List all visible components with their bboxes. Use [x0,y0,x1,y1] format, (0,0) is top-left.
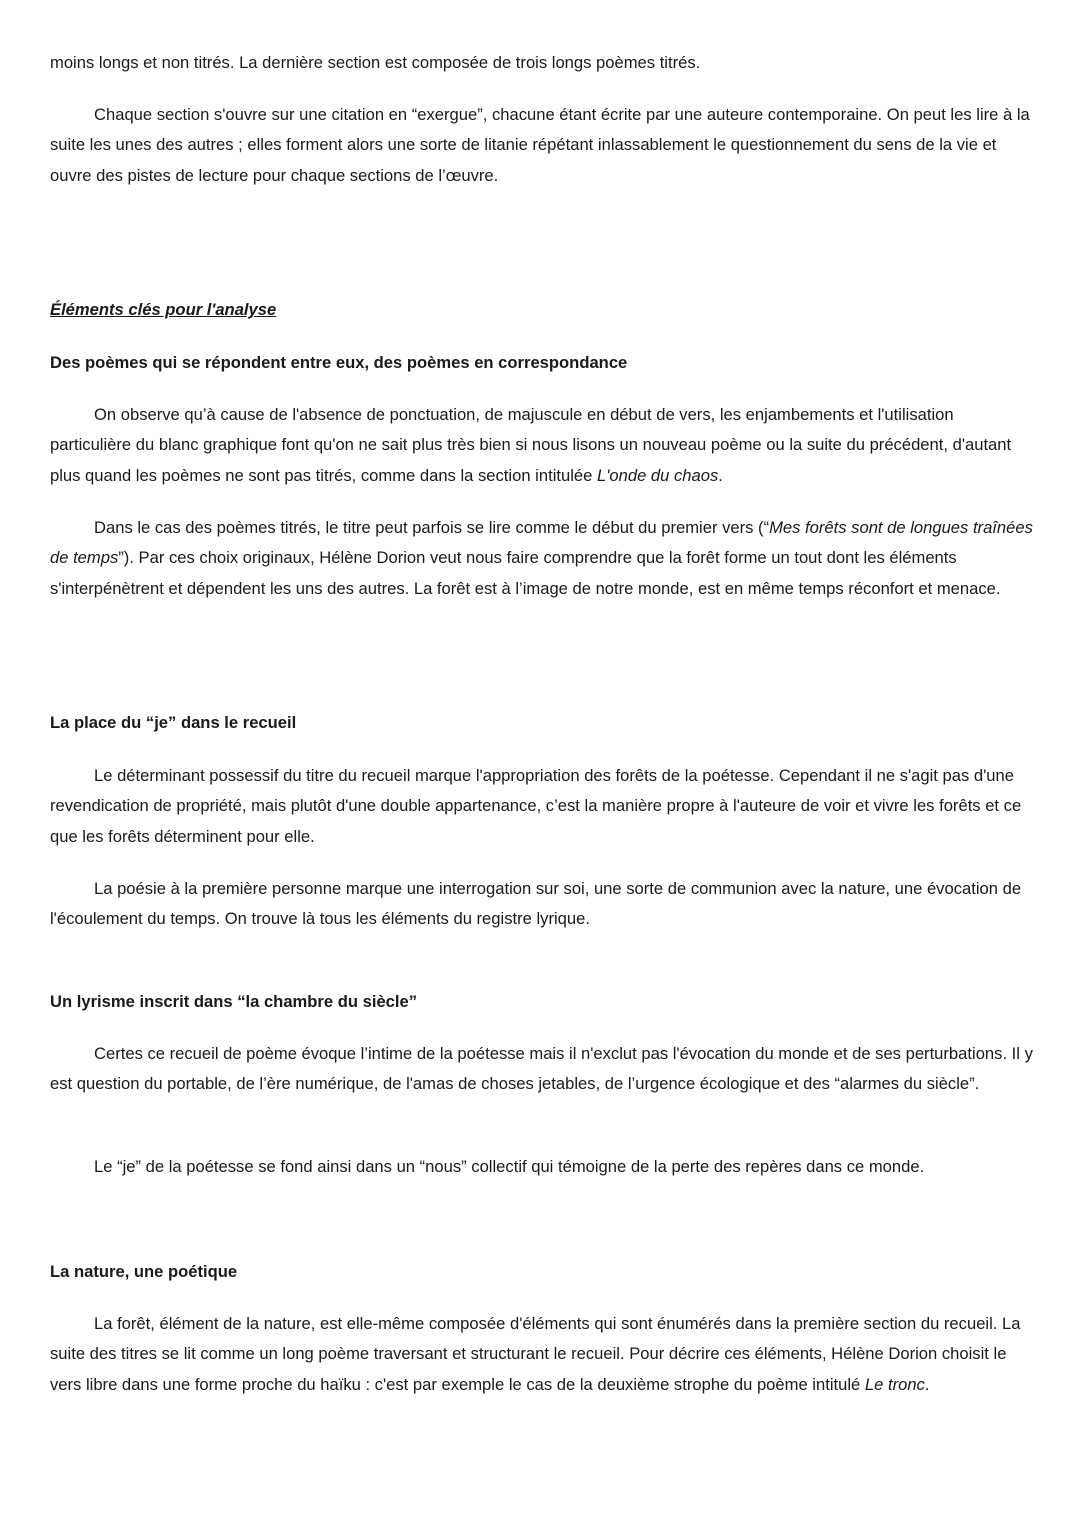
section-heading: La place du “je” dans le recueil [50,713,297,732]
paragraph [50,1309,1035,1400]
exergue-paragraph: Chaque section s'ouvre sur une citation en “exergue”, chacune étant écrite par une auteure contemporaine. On peut les lire à la suite les unes des autres ; elles forment alors une sorte de litanie répétant inlassablement le questionnement du sens de la vie et ouvre des pistes de lecture pour chaque sections de l’œuvre. [50,105,1030,185]
paragraph: Certes ce recueil de poème évoque l’intime de la poétesse mais il n'exclut pas l'évocation du monde et de ses perturbations. Il y est question du portable, de l’ère numérique, de l'amas de choses jetables, de l’urgence écologique et des “alarmes du siècle”. [50,1044,1033,1094]
paragraph-text: . [718,465,723,485]
paragraph [50,513,1035,604]
paragraph: La poésie à la première personne marque une interrogation sur soi, une sorte de communion avec la nature, une évocation de l'écoulement du temps. On trouve là tous les éléments du registre lyrique. [50,879,1022,929]
italic-quote: Mes forêts sont de longues traînées de temps [50,518,1033,568]
section-heading: Un lyrisme inscrit dans “la chambre du siècle” [50,992,418,1011]
paragraph: Le “je” de la poétesse se fond ainsi dans un “nous” collectif qui témoigne de la perte des repères dans ce monde. [94,1157,925,1176]
section-heading: Des poèmes qui se répondent entre eux, des poèmes en correspondance [50,353,628,372]
paragraph [50,400,1035,491]
paragraph-text: ”). Par ces choix originaux, Hélène Dorion veut nous faire comprendre que la forêt forme un tout dont les éléments s'interpénètrent et dépendent les uns des autres. La forêt est à l’image de notre monde, est en même temps réconfort et menace. [50,548,1001,598]
paragraph-text: On observe qu’à cause de l'absence de ponctuation, de majuscule en début de vers, les enjambements et l'utilisation particulière du blanc graphique font qu'on ne sait plus très bien si nous lisons un nouveau poème ou la suite du précédent, d'autant plus quand les poèmes ne sont pas titrés, comme dans la section intitulée [50,405,1012,485]
paragraph-text: La forêt, élément de la nature, est elle-même composée d'éléments qui sont énumérés dans la première section du recueil. La suite des titres se lit comme un long poème traversant et structurant le recueil. Pour décrire ces éléments, Hélène Dorion choisit le vers libre dans une forme proche du haïku : c'est par exemple le cas de la deuxième strophe du poème intitulé [50,1314,1021,1394]
italic-title: Le tronc [864,1374,925,1394]
paragraph-text: Dans le cas des poèmes titrés, le titre peut parfois se lire comme le début du premier vers (“ [94,518,770,537]
paragraph-text: . [924,1374,930,1394]
main-heading: Éléments clés pour l'analyse [50,300,277,319]
italic-title: L'onde du chaos [596,465,719,485]
section-heading: La nature, une poétique [50,1262,238,1281]
intro-end-paragraph: moins longs et non titrés. La dernière section est composée de trois longs poèmes titrés. [50,53,701,72]
paragraph: Le déterminant possessif du titre du recueil marque l'appropriation des forêts de la poétesse. Cependant il ne s'agit pas d'une revendication de propriété, mais plutôt d'une double appartenance, c’est la manière propre à l'auteure de voir et vivre les forêts et ce que les forêts déterminent pour elle. [50,766,1022,846]
